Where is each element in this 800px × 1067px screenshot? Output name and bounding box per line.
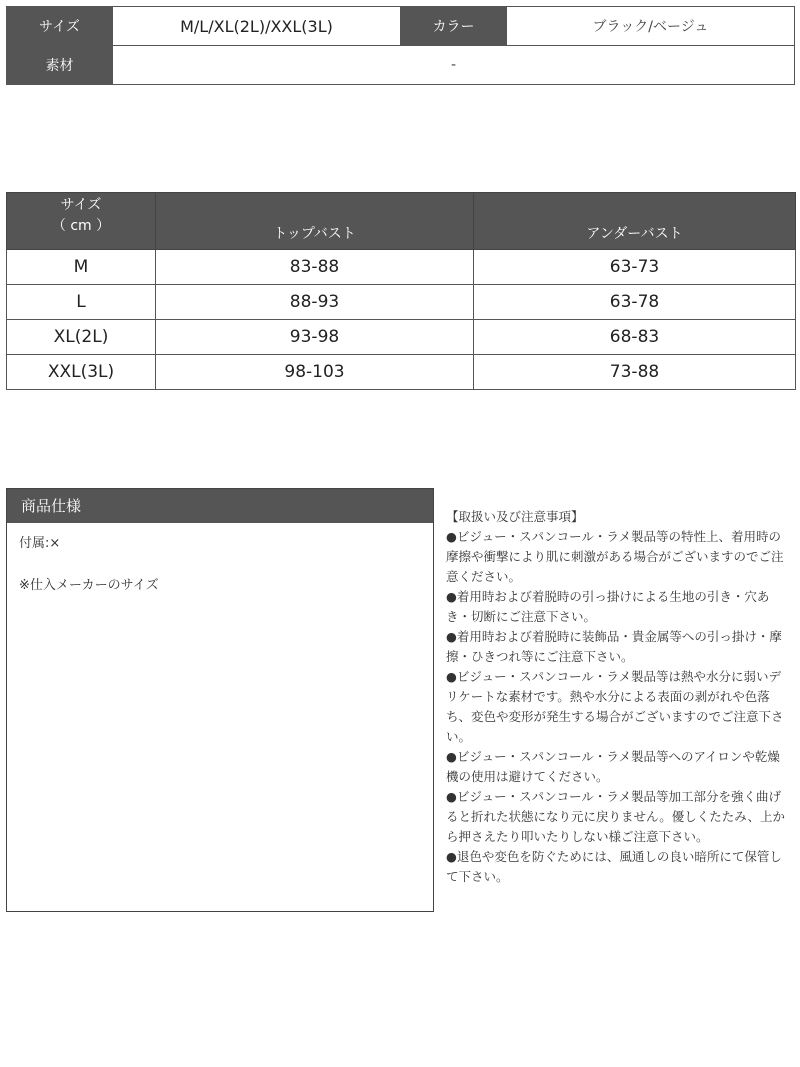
notice-item: ●着用時および着脱時の引っ掛けによる生地の引き・穴あき・切断にご注意下さい。 [446,589,770,624]
top-bust-header: トップバスト [156,193,474,250]
product-info-table [6,6,795,85]
product-spec-box [6,488,434,912]
size-label: サイズ [7,7,113,46]
material-label: 素材 [7,46,113,85]
size-cell: L [7,285,156,320]
color-value: ブラック/ベージュ [507,7,795,46]
spec-spacer [19,555,421,575]
table-row [7,250,796,285]
spec-accessory: 付属:× [19,536,61,551]
spec-note: ※仕入メーカーのサイズ [19,578,159,593]
top-bust-cell: 93-98 [156,320,474,355]
spec-body [7,523,433,607]
under-bust-cell: 63-73 [474,250,796,285]
under-bust-cell: 73-88 [474,355,796,390]
size-value: M/L/XL(2L)/XXL(3L) [113,7,401,46]
under-bust-cell: 68-83 [474,320,796,355]
notice-item: ●ビジュー・スパンコール・ラメ製品等は熱や水分に弱いデリケートな素材です。熱や水分による表面の剥がれや色落ち、変色や変形が発生する場合がございますのでご注意下さい。 [446,669,784,744]
notice-item: ●ビジュー・スパンコール・ラメ製品等へのアイロンや乾燥機の使用は避けてください。 [446,749,780,784]
size-cell: XXL(3L) [7,355,156,390]
notice-item: ●着用時および着脱時に装飾品・貴金属等への引っ掛け・摩擦・ひきつれ等にご注意下さい。 [446,629,782,664]
size-header-unit: （ cm ） [51,218,111,234]
notice-title: 【取扱い及び注意事項】 [446,509,584,524]
table-row [7,285,796,320]
color-label: カラー [401,7,507,46]
notice-item: ●退色や変色を防ぐためには、風通しの良い暗所にて保管して下さい。 [446,849,782,884]
top-bust-cell: 83-88 [156,250,474,285]
handling-notice [446,507,792,887]
info-row-material [7,46,795,85]
size-chart-table [6,192,796,390]
info-row-size-color [7,7,795,46]
table-row [7,320,796,355]
material-value: - [113,46,795,85]
top-bust-cell: 98-103 [156,355,474,390]
size-cell: M [7,250,156,285]
spec-title: 商品仕様 [7,489,433,523]
notice-item: ●ビジュー・スパンコール・ラメ製品等加工部分を強く曲げると折れた状態になり元に戻りません。優しくたたみ、上から押さえたり叩いたりしない様ご注意下さい。 [446,789,786,844]
under-bust-header: アンダーバスト [474,193,796,250]
size-header-label: サイズ [60,197,102,213]
size-chart-header-row [7,193,796,250]
size-cell: XL(2L) [7,320,156,355]
top-bust-cell: 88-93 [156,285,474,320]
size-column-header [7,193,156,250]
under-bust-cell: 63-78 [474,285,796,320]
table-row [7,355,796,390]
notice-item: ●ビジュー・スパンコール・ラメ製品等の特性上、着用時の摩擦や衝撃により肌に刺激がある場合がございますのでご注意ください。 [446,529,784,584]
